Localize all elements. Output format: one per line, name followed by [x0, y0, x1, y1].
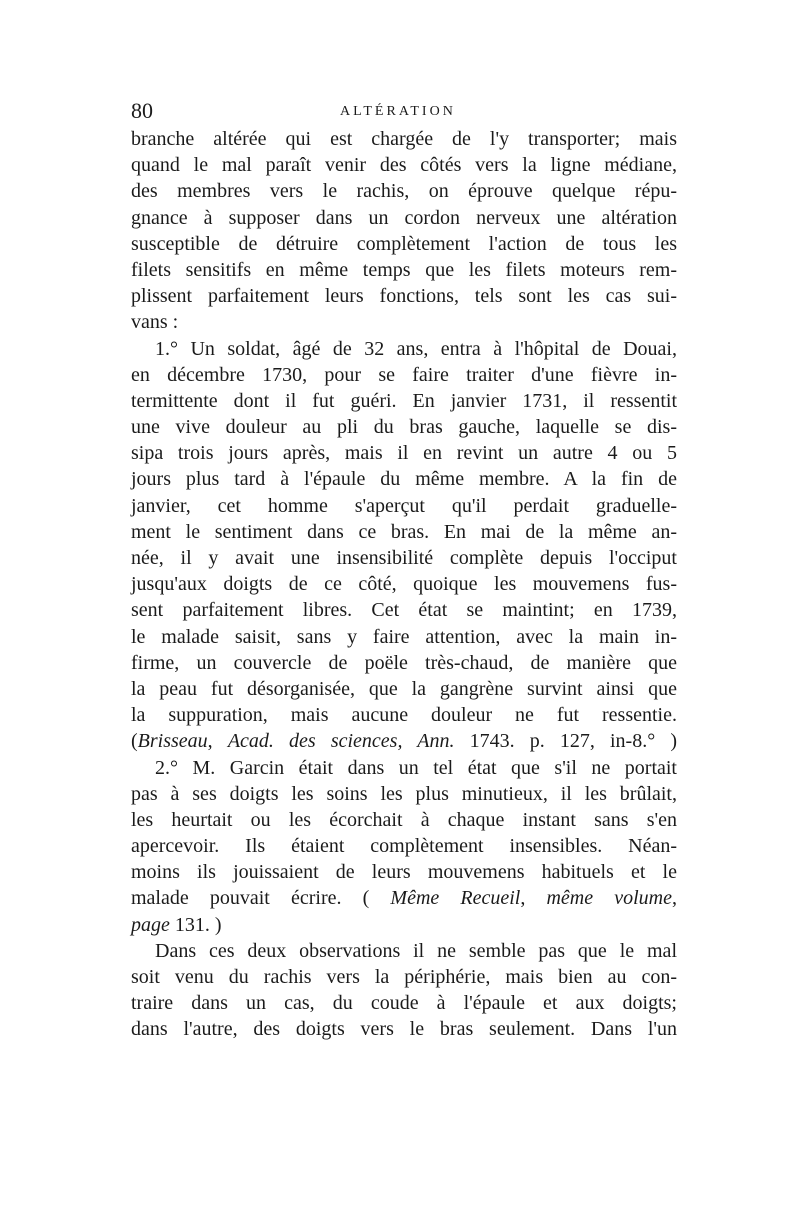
- citation-line: [131, 912, 677, 938]
- text-line: le malade saisit, sans y faire attention, avec la main in-: [131, 625, 677, 648]
- text-line: la suppuration, mais aucune douleur ne fut ressentie.: [131, 704, 677, 727]
- text-line: née, il y avait une insensibilité complète depuis l'occiput: [131, 547, 677, 569]
- text-line: moins ils jouissaient de leurs mouvemens habituels et le: [131, 861, 677, 884]
- text-line: une vive douleur au pli du bras gauche, laquelle se dis-: [131, 416, 677, 439]
- citation-separator: ,: [672, 887, 678, 910]
- text-line: plissent parfaitement leurs fonctions, tels sont les cas sui-: [131, 285, 677, 308]
- text-line: soit venu du rachis vers la périphérie, mais bien au con-: [131, 966, 677, 988]
- running-head: [131, 98, 671, 128]
- text-line: pas à ses doigts les soins les plus minutieux, il les brûlait,: [131, 782, 677, 805]
- text-line: sipa trois jours après, mais il en revint un autre 4 ou 5: [131, 442, 677, 465]
- citation-separator: ,: [520, 887, 547, 910]
- text-line: les heurtait ou les écorchait à chaque instant sans s'en: [131, 808, 677, 831]
- text-line: jusqu'aux doigts de ce côté, quoique les mouvemens fus-: [131, 573, 677, 596]
- running-title: ALTÉRATION: [340, 104, 456, 119]
- text-line: gnance à supposer dans un cordon nerveux une altération: [131, 206, 677, 229]
- citation-page-word: page: [131, 913, 170, 936]
- citation-source: Même Recueil: [390, 887, 521, 910]
- text-line: firme, un couvercle de poële très-chaud, de manière que: [131, 651, 677, 674]
- citation-source: Acad. des sciences, Ann.: [227, 730, 455, 753]
- text-line: termittente dont il fut guéri. En janvier 1731, il ressentit: [131, 389, 677, 412]
- text-line: filets sensitifs en même temps que les filets moteurs rem-: [131, 258, 677, 281]
- citation-text: malade pouvait écrire. (: [131, 887, 391, 910]
- citation-separator: ,: [207, 730, 228, 753]
- citation-page-number: 131. ): [169, 913, 222, 936]
- text-line: en décembre 1730, pour se faire traiter d'une fièvre in-: [131, 363, 677, 386]
- citation-open: (: [131, 730, 138, 753]
- citation-author: Brisseau: [137, 730, 208, 753]
- text-line: 1.° Un soldat, âgé de 32 ans, entra à l'hôpital de Douai,: [155, 337, 677, 360]
- text-line: des membres vers le rachis, on éprouve quelque répu-: [131, 180, 677, 203]
- page-number: 80: [131, 98, 153, 123]
- text-line: dans l'autre, des doigts vers le bras seulement. Dans l'un: [131, 1018, 677, 1041]
- text-line: sent parfaitement libres. Cet état se maintint; en 1739,: [131, 599, 677, 622]
- text-line: ment le sentiment dans ce bras. En mai de la même an-: [131, 520, 677, 543]
- body-text: [131, 126, 677, 1043]
- text-line: janvier, cet homme s'aperçut qu'il perdait graduelle-: [131, 494, 677, 517]
- citation-rest: 1743. p. 127, in-8.° ): [454, 730, 678, 753]
- text-line: susceptible de détruire complètement l'action de tous les: [131, 232, 677, 255]
- text-line: 2.° M. Garcin était dans un tel état que s'il ne portait: [155, 756, 677, 779]
- text-line: jours plus tard à l'épaule du même membre. A la fin de: [131, 468, 677, 491]
- text-line: quand le mal paraît venir des côtés vers la ligne médiane,: [131, 154, 677, 177]
- text-line: traire dans un cas, du coude à l'épaule et aux doigts;: [131, 992, 677, 1015]
- text-line: vans :: [131, 311, 179, 334]
- text-line: branche altérée qui est chargée de l'y transporter; mais: [131, 128, 677, 150]
- text-line: Dans ces deux observations il ne semble pas que le mal: [155, 939, 677, 962]
- text-line: la peau fut désorganisée, que la gangrène survint ainsi que: [131, 677, 677, 700]
- citation-line: [131, 885, 677, 911]
- citation-volume: même volume: [546, 887, 673, 910]
- citation-line: [131, 728, 677, 754]
- text-line: apercevoir. Ils étaient complètement insensibles. Néan-: [131, 835, 677, 858]
